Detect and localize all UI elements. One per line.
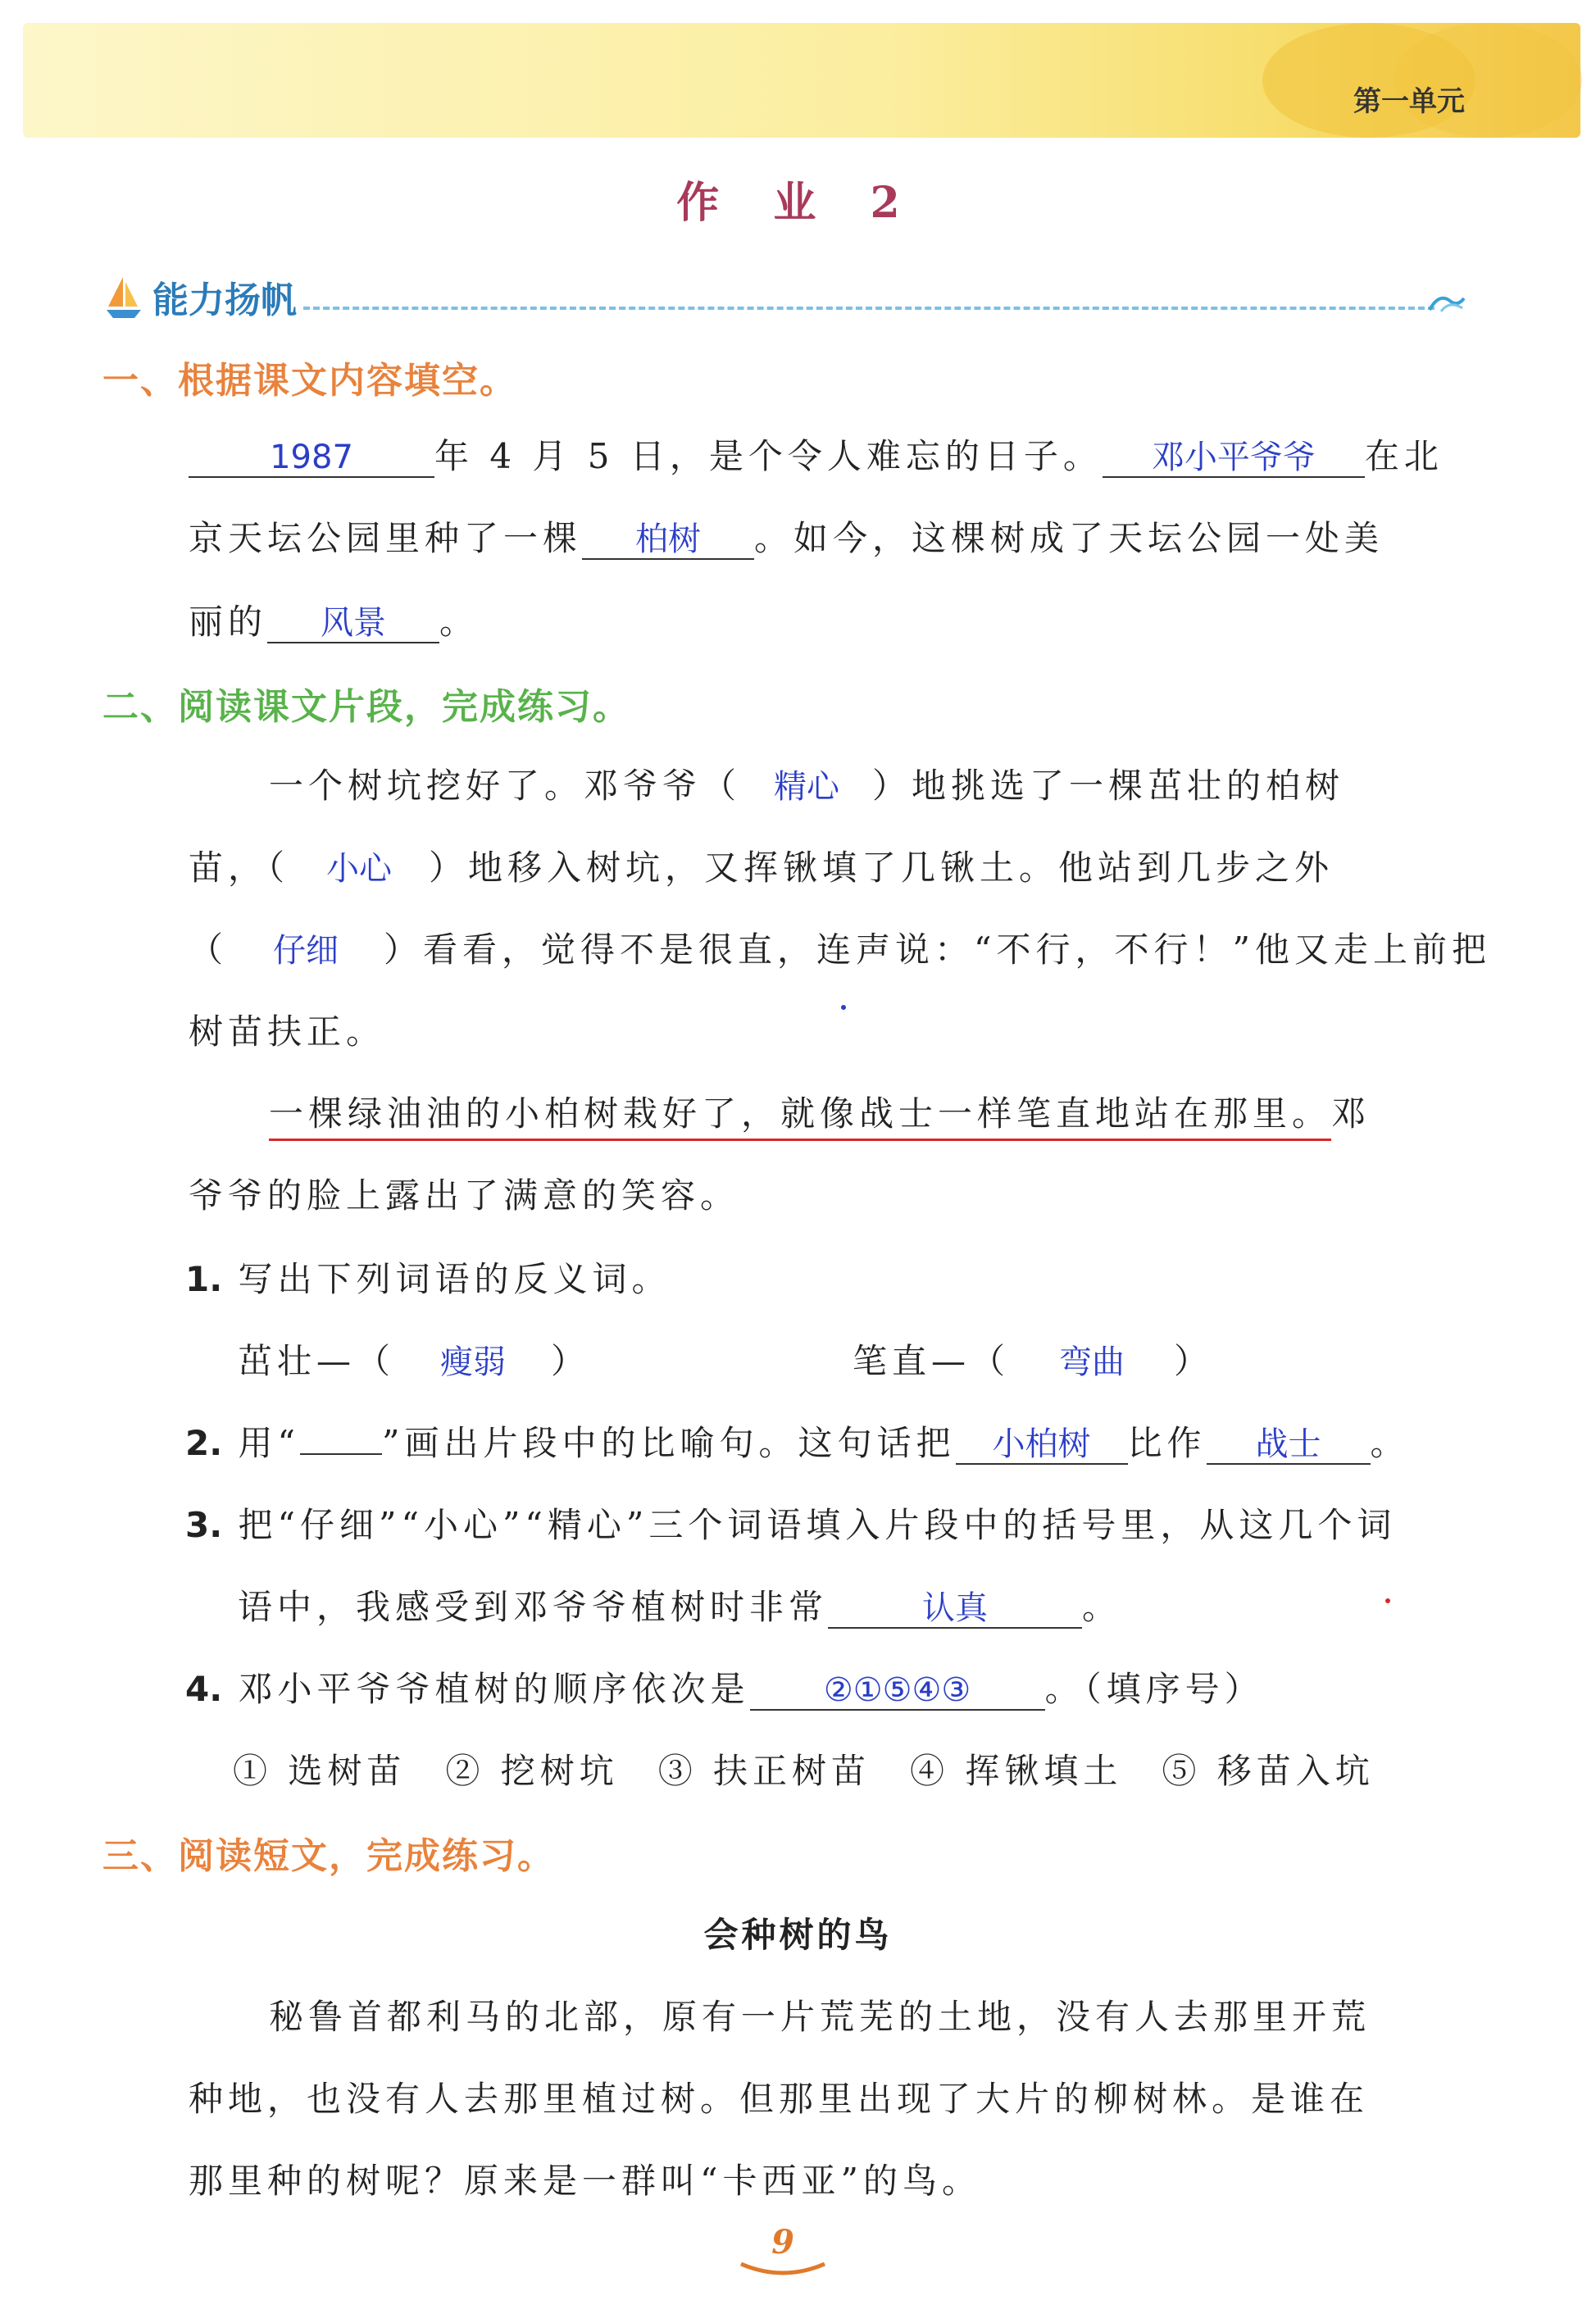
- story-title: 会种树的鸟: [703, 1915, 893, 1955]
- question-2-heading: 二、阅读课文片段，完成练习。: [102, 686, 630, 728]
- answer-feeling: 认真: [828, 1589, 1082, 1629]
- question-3-heading: 三、阅读短文，完成练习。: [102, 1835, 555, 1877]
- q2-para-line-5: [269, 1087, 1371, 1136]
- q1-line-1: [189, 430, 1444, 479]
- blank-line: [300, 1453, 382, 1455]
- text: ）: [551, 1341, 591, 1381]
- text: ）看看，觉得不是很直，连声说：“不行，不行！”他又走上前把: [384, 930, 1491, 970]
- text: ）: [1174, 1341, 1214, 1381]
- q2-para-line-3: [189, 923, 1491, 972]
- answer-scene: 风景: [267, 604, 439, 643]
- q2-para-line-2: [189, 841, 1334, 890]
- text: 用“: [238, 1423, 301, 1463]
- text: 茁壮—（: [238, 1341, 396, 1381]
- story-line-1: 秘鲁首都利马的北部，原有一片荒芜的土地，没有人去那里开荒: [269, 1997, 1371, 2037]
- story-line-2: 种地，也没有人去那里植过树。但那里出现了大片的柳树林。是谁在: [189, 2079, 1370, 2119]
- text: 苗，（: [189, 848, 290, 888]
- sailboat-icon: [105, 274, 143, 320]
- text: 写出下列词语的反义词。: [238, 1259, 671, 1299]
- wave-icon: [1426, 287, 1467, 315]
- answer-compared-to: 战士: [1207, 1425, 1371, 1465]
- answer-antonym-1: 瘦弱: [440, 1343, 507, 1381]
- text: 把“仔细”“小心”“精心”三个词语填入片段中的括号里，从这几个词: [238, 1505, 1397, 1545]
- text: 一个树坑挖好了。邓爷爷（: [269, 766, 742, 806]
- subq-2: [185, 1416, 1410, 1466]
- page-number: 9: [771, 2223, 794, 2261]
- text: 邓: [1331, 1093, 1371, 1134]
- subq-3-line-2: [238, 1580, 1121, 1630]
- text: （: [189, 930, 229, 970]
- question-1-heading: 一、根据课文内容填空。: [102, 360, 517, 402]
- subq-4: [185, 1662, 1264, 1711]
- text: ）地移入树坑，又挥锹填了几锹土。他站到几步之外: [429, 848, 1335, 888]
- subq-1: [185, 1252, 671, 1302]
- text: ”画出片段中的比喻句。这句话把: [382, 1423, 956, 1463]
- text: 。如今，这棵树成了天坛公园一处美: [754, 518, 1385, 558]
- page-number-ornament: [738, 2259, 828, 2277]
- answer-paren-a: 精心: [774, 768, 840, 806]
- text: 语中，我感受到邓爷爷植树时非常: [238, 1587, 829, 1627]
- text: 。: [439, 602, 480, 642]
- text: 邓小平爷爷植树的顺序依次是: [238, 1669, 750, 1709]
- answer-year: 1987: [189, 439, 434, 478]
- answer-order: ②①⑤④③: [750, 1671, 1045, 1711]
- text: 笔直—（: [853, 1341, 1011, 1381]
- q2-para-line-1: [269, 759, 1344, 808]
- section-label: 能力扬帆: [152, 280, 297, 321]
- text: 。（填序号）: [1044, 1669, 1264, 1709]
- page-title: 作 业 2: [676, 178, 920, 228]
- section-divider: [303, 307, 1435, 310]
- text: ）地挑选了一棵茁壮的柏树: [872, 766, 1345, 806]
- subq-1-answers: [238, 1334, 590, 1384]
- subq-number: 4.: [185, 1669, 223, 1709]
- unit-label: 第一单元: [1353, 85, 1465, 118]
- stray-dot: [841, 1005, 846, 1010]
- section-heading: [105, 270, 297, 323]
- q2-para-line-4: 树苗扶正。: [189, 1011, 386, 1052]
- answer-paren-b: 小心: [326, 850, 393, 888]
- subq-3: [185, 1498, 1396, 1548]
- text: 年 4 月 5 日，是个令人难忘的日子。: [434, 436, 1103, 476]
- text: 。: [1370, 1423, 1410, 1463]
- q1-line-3: [189, 595, 479, 644]
- subq-4-options: ① 选树苗 ② 挖树坑 ③ 扶正树苗 ④ 挥锹填土 ⑤ 移苗入坑: [233, 1751, 1375, 1791]
- answer-tree: 柏树: [582, 520, 754, 560]
- subq-1-answers-b: [853, 1334, 1213, 1384]
- answer-paren-c: 仔细: [273, 932, 339, 970]
- answer-person: 邓小平爷爷: [1103, 439, 1365, 478]
- story-line-3: 那里种的树呢？原来是一群叫“卡西亚”的鸟。: [189, 2161, 981, 2201]
- stray-dot: [1385, 1598, 1390, 1603]
- text: 。: [1082, 1587, 1122, 1627]
- answer-antonym-2: 弯曲: [1059, 1343, 1125, 1381]
- subq-number: 2.: [185, 1423, 223, 1463]
- answer-compared: 小柏树: [956, 1425, 1128, 1465]
- subq-number: 1.: [185, 1259, 223, 1299]
- simile-sentence: 一棵绿油油的小柏树栽好了，就像战士一样笔直地站在那里。: [269, 1093, 1331, 1141]
- subq-number: 3.: [185, 1505, 223, 1545]
- text: 丽的: [189, 602, 268, 642]
- q2-para-line-6: 爷爷的脸上露出了满意的笑容。: [189, 1175, 740, 1216]
- q1-line-2: [189, 511, 1384, 561]
- text: 京天坛公园里种了一棵: [189, 518, 583, 558]
- text: 在北: [1364, 436, 1444, 476]
- text: 比作: [1127, 1423, 1207, 1463]
